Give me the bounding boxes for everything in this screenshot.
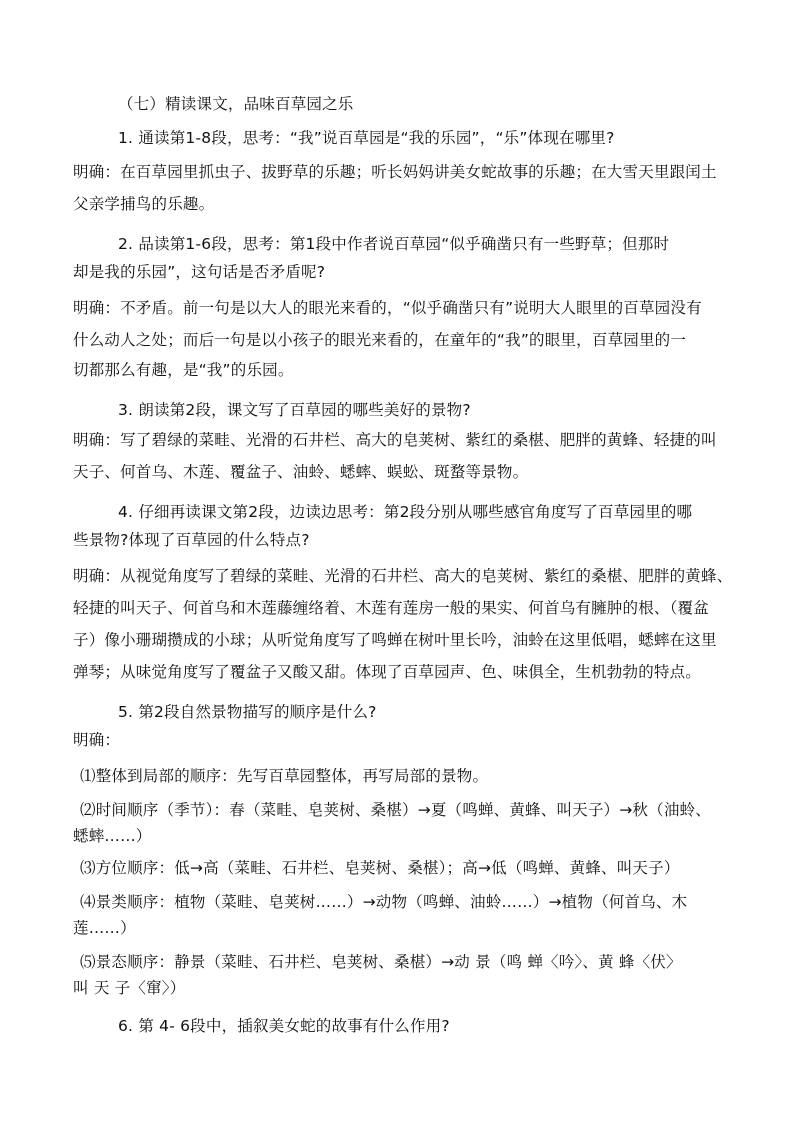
order-item-3: ⑶方位顺序：低→高（菜畦、石井栏、皂荚树、桑椹）；高→低（鸣蝉、黄蜂、叫天子） bbox=[80, 859, 680, 877]
order-item-5: ⑸景态顺序：静景（菜畦、石井栏、皂荚树、桑椹）→动 景（鸣 蝉〈吟〉、黄 蜂〈伏〉 bbox=[80, 953, 682, 971]
section-title: （七）精读课文，品味百草园之乐 bbox=[118, 95, 354, 113]
answer-4-line: 轻捷的叫天子、何首乌和木莲藤缠络着、木莲有莲房一般的果实、何首乌有臃肿的根、（覆盆 bbox=[73, 599, 709, 617]
answer-4-line: 明确：从视觉角度写了碧绿的菜畦、光滑的石井栏、高大的皂荚树、紫红的桑椹、肥胖的黄蜂、 bbox=[73, 567, 733, 585]
question-4-line: 4. 仔细再读课文第2段，边读边思考：第2段分别从哪些感官角度写了百草园里的哪 bbox=[118, 503, 693, 521]
answer-2-line: 切都那么有趣，是“我”的乐园。 bbox=[73, 361, 294, 379]
question-2-line: 2. 品读第1-6段，思考：第1段中作者说百草园“似乎确凿只有一些野草；但那时 bbox=[118, 235, 670, 253]
answer-4-line: 弹琴；从味觉角度写了覆盆子又酸又甜。体现了百草园声、色、味俱全，生机勃勃的特点。 bbox=[73, 663, 702, 681]
answer-1-line: 明确：在百草园里抓虫子、拔野草的乐趣；听长妈妈讲美女蛇故事的乐趣；在大雪天里跟闰土 bbox=[73, 163, 717, 181]
question-4-line: 些景物?体现了百草园的什么特点? bbox=[73, 531, 310, 549]
order-item-2: ⑵时间顺序（季节）：春（菜畦、皂荚树、桑椹）→夏（鸣蝉、黄蜂、叫天子）→秋（油蛉、 bbox=[80, 801, 711, 819]
order-item-1: ⑴整体到局部的顺序：先写百草园整体，再写局部的景物。 bbox=[80, 767, 489, 785]
order-item-5-cont: 叫 天 子〈窜〉） bbox=[73, 979, 186, 997]
answer-1-line: 父亲学捕鸟的乐趣。 bbox=[73, 195, 215, 213]
order-item-4-cont: 莲……） bbox=[73, 919, 136, 937]
order-item-4: ⑷景类顺序：植物（菜畦、皂荚树……）→动物（鸣蝉、油蛉……）→植物（何首乌、木 bbox=[80, 893, 688, 911]
answer-2-line: 明确：不矛盾。前一句是以大人的眼光来看的，“似乎确凿只有”说明大人眼里的百草园没有 bbox=[73, 299, 702, 317]
question-6: 6. 第 4- 6段中，插叙美女蛇的故事有什么作用? bbox=[118, 1017, 450, 1035]
question-1: 1. 通读第1-8段，思考：“我”说百草园是“我的乐园”，“乐”体现在哪里? bbox=[118, 129, 615, 147]
answer-5-label: 明确： bbox=[73, 731, 121, 749]
order-item-2-cont: 蟋蟀……） bbox=[73, 827, 152, 845]
answer-4-line: 子）像小珊瑚攒成的小球；从听觉角度写了鸣蝉在树叶里长吟，油蛉在这里低唱，蟋蟀在这里 bbox=[73, 631, 717, 649]
answer-2-line: 什么动人之处；而后一句是以小孩子的眼光来看的，在童年的“我”的眼里，百草园里的一 bbox=[73, 331, 687, 349]
question-5: 5. 第2段自然景物描写的顺序是什么? bbox=[118, 703, 377, 721]
question-2-line: 却是我的乐园”，这句话是否矛盾呢? bbox=[73, 263, 326, 281]
answer-3-line: 天子、何首乌、木莲、覆盆子、油蛉、蟋蟀、蜈蚣、斑蝥等景物。 bbox=[73, 463, 529, 481]
answer-3-line: 明确：写了碧绿的菜畦、光滑的石井栏、高大的皂荚树、紫红的桑椹、肥胖的黄蜂、轻捷的叫 bbox=[73, 431, 717, 449]
question-3: 3. 朗读第2段，课文写了百草园的哪些美好的景物? bbox=[118, 401, 471, 419]
